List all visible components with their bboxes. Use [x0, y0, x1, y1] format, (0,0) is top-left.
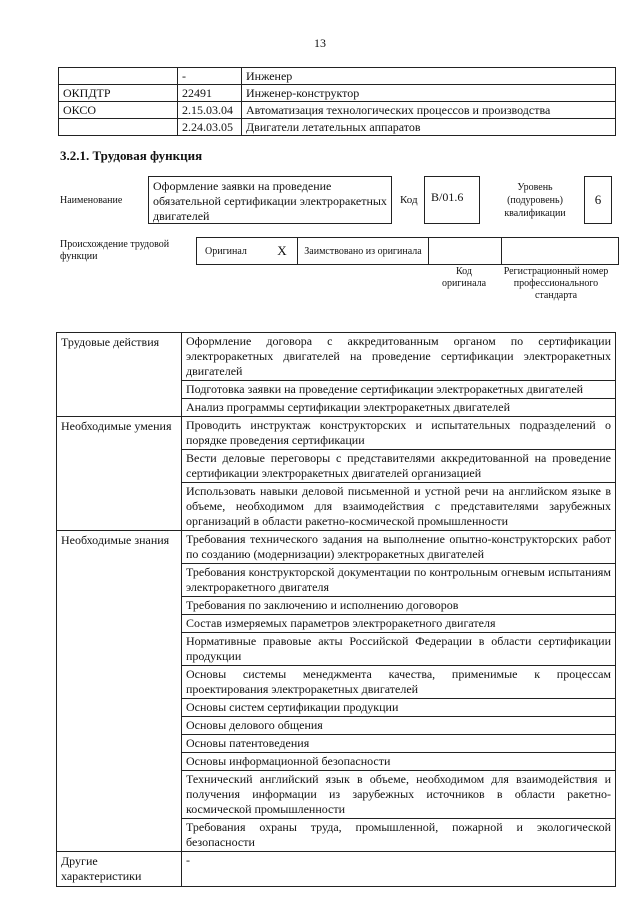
code-value: B/01.6	[424, 176, 480, 224]
classification-table	[58, 67, 616, 136]
level-value: 6	[584, 176, 612, 224]
original-label: Оригинал	[197, 238, 268, 265]
group-item: Использовать навыки деловой письменной и устной речи на английском языке в объеме, необходимом для взаимодействия с представителями зарубежных организаций в области ракетно-космической промышленности	[182, 483, 616, 531]
classification-code-name: ОКПДТР	[59, 85, 178, 102]
group-item: Требования технического задания на выполнение опытно-конструкторских работ по созданию (модернизации) электроракетных двигателей	[182, 531, 616, 564]
group-item: Оформление договора с аккредитованным органом по сертификации электроракетных двигателей на проведение сертификации электроракетных двигателей	[182, 333, 616, 381]
reg-number-cell	[502, 238, 619, 265]
section-title: 3.2.1. Трудовая функция	[60, 148, 203, 163]
group-item: Требования конструкторской документации по контрольным огневым испытаниям электроракетного двигателя	[182, 564, 616, 597]
classification-title: Автоматизация технологических процессов и производства	[242, 102, 616, 119]
classification-row	[59, 102, 616, 119]
classification-code-name: ОКСО	[59, 102, 178, 119]
classification-title: Двигатели летательных аппаратов	[242, 119, 616, 136]
group-label: Другие характеристики	[57, 852, 182, 887]
group-item: Основы патентоведения	[182, 735, 616, 753]
labor-function-table	[56, 332, 616, 887]
classification-row	[59, 85, 616, 102]
code-original-label: Код оригинала	[441, 266, 487, 289]
group-label: Необходимые знания	[57, 531, 182, 852]
function-name: Оформление заявки на проведение обязательной сертификации электроракетных двигателей	[148, 176, 392, 224]
classification-code-name	[59, 68, 178, 85]
group-item: Подготовка заявки на проведение сертификации электроракетных двигателей	[182, 381, 616, 399]
group-item: Вести деловые переговоры с представителями аккредитованной на проведение сертификации электроракетных двигателей организацией	[182, 450, 616, 483]
group-item: Анализ программы сертификации электроракетных двигателей	[182, 399, 616, 417]
group-item: Нормативные правовые акты Российской Федерации в области сертификации продукции	[182, 633, 616, 666]
table-row	[57, 852, 616, 887]
classification-row	[59, 119, 616, 136]
classification-code: -	[178, 68, 242, 85]
classification-code-name	[59, 119, 178, 136]
group-item: Требования охраны труда, промышленной, пожарной и экологической безопасности	[182, 819, 616, 852]
level-label: Уровень (подуровень) квалификации	[504, 182, 566, 219]
code-original-cell	[429, 238, 502, 265]
name-label: Наименование	[60, 195, 123, 206]
group-item: Основы системы менеджмента качества, применимые к процессам проектирования электроракетных двигателей	[182, 666, 616, 699]
table-row	[57, 333, 616, 381]
group-item: Основы систем сертификации продукции	[182, 699, 616, 717]
code-label: Код	[400, 194, 418, 206]
table-row	[57, 417, 616, 450]
group-item: -	[182, 852, 616, 887]
classification-title: Инженер	[242, 68, 616, 85]
group-label: Трудовые действия	[57, 333, 182, 417]
reg-number-label: Регистрационный номер профессионального стандарта	[503, 266, 609, 301]
table-row	[57, 531, 616, 564]
group-item: Технический английский язык в объеме, необходимом для взаимодействия и получения информации из зарубежных источников в области ракетно-космической промышленности	[182, 771, 616, 819]
classification-code: 2.24.03.05	[178, 119, 242, 136]
classification-title: Инженер-конструктор	[242, 85, 616, 102]
classification-row	[59, 68, 616, 85]
classification-code: 22491	[178, 85, 242, 102]
group-label: Необходимые умения	[57, 417, 182, 531]
classification-code: 2.15.03.04	[178, 102, 242, 119]
original-mark: X	[267, 238, 298, 265]
group-item: Состав измеряемых параметров электроракетного двигателя	[182, 615, 616, 633]
group-item: Основы делового общения	[182, 717, 616, 735]
page-number: 13	[314, 36, 326, 50]
origin-label: Происхождение трудовой функции	[60, 239, 170, 262]
group-item: Проводить инструктаж конструкторских и испытательных подразделений о порядке проведения сертификации	[182, 417, 616, 450]
group-item: Требования по заключению и исполнению договоров	[182, 597, 616, 615]
borrowed-label: Заимствовано из оригинала	[298, 238, 429, 265]
group-item: Основы информационной безопасности	[182, 753, 616, 771]
origin-table	[196, 237, 619, 265]
